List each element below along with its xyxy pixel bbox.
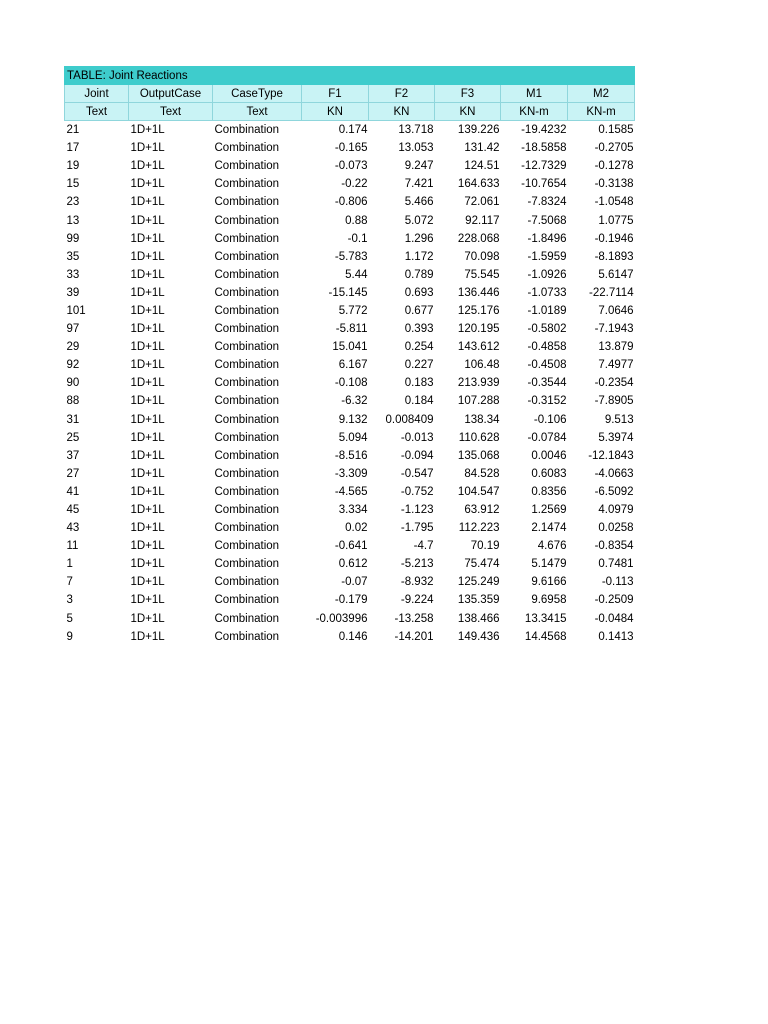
cell-m2[interactable]: 4.0979 — [598, 504, 634, 517]
table-row — [65, 356, 635, 374]
cell-f2[interactable]: -9.224 — [400, 594, 434, 607]
cell-m1[interactable]: -0.5802 — [527, 323, 567, 336]
table-title[interactable]: TABLE: Joint Reactions — [65, 67, 635, 85]
cell-m1[interactable]: -0.4508 — [527, 359, 567, 372]
cell-m1[interactable]: 2.1474 — [531, 522, 567, 535]
units-row — [65, 103, 635, 121]
table-row — [65, 447, 635, 465]
cell-f3[interactable]: 104.547 — [457, 485, 500, 498]
cell-m1[interactable]: -7.8324 — [527, 196, 567, 209]
cell-outputcase[interactable]: 1D+1L — [130, 377, 165, 390]
cell-f3[interactable]: 135.359 — [457, 594, 500, 607]
cell-joint[interactable]: 1 — [66, 558, 73, 571]
cell-casetype[interactable]: Combination — [214, 124, 280, 137]
cell-joint[interactable]: 90 — [66, 377, 80, 390]
cell-f2[interactable]: 0.677 — [404, 304, 434, 317]
cell-joint[interactable]: 31 — [66, 413, 80, 426]
cell-m2[interactable]: -8.1893 — [594, 250, 634, 263]
cell-f1[interactable]: -5.783 — [334, 250, 368, 263]
cell-casetype[interactable]: Combination — [214, 522, 280, 535]
cell-f3[interactable]: 70.098 — [464, 250, 500, 263]
cell-m2[interactable]: -0.0484 — [594, 612, 634, 625]
table-row — [65, 121, 635, 140]
cell-f3[interactable]: 143.612 — [457, 341, 500, 354]
cell-m2[interactable]: 5.3974 — [598, 431, 634, 444]
cell-f3[interactable]: 125.249 — [457, 576, 500, 589]
cell-f3[interactable]: 110.628 — [458, 431, 500, 444]
cell-m2[interactable]: -6.5092 — [594, 485, 634, 498]
cell-m1[interactable]: -10.7654 — [521, 178, 567, 191]
cell-outputcase[interactable]: 1D+1L — [130, 540, 165, 553]
cell-casetype[interactable]: Combination — [214, 286, 280, 299]
column-header-row — [65, 85, 635, 103]
cell-m1[interactable]: -7.5068 — [527, 214, 567, 227]
cell-m1[interactable]: -1.0926 — [527, 268, 567, 281]
cell-joint[interactable]: 19 — [66, 160, 80, 173]
cell-f2[interactable]: -1.795 — [400, 522, 434, 535]
cell-outputcase[interactable]: 1D+1L — [130, 449, 165, 462]
cell-casetype[interactable]: Combination — [214, 395, 280, 408]
table-row — [65, 320, 635, 338]
cell-outputcase[interactable]: 1D+1L — [130, 413, 165, 426]
cell-f3[interactable]: 136.446 — [457, 286, 500, 299]
cell-m2[interactable]: 9.513 — [604, 413, 634, 426]
cell-f3[interactable]: 120.195 — [457, 323, 500, 336]
cell-joint[interactable]: 37 — [66, 449, 80, 462]
cell-f2[interactable]: -5.213 — [400, 558, 434, 571]
table-row — [65, 610, 635, 628]
cell-casetype[interactable]: Combination — [214, 431, 280, 444]
cell-f2[interactable]: -0.547 — [400, 467, 434, 480]
header-f1[interactable]: F1 — [302, 85, 369, 103]
unit-m1[interactable]: KN-m — [501, 103, 568, 121]
cell-f1[interactable]: 3.334 — [338, 504, 368, 517]
unit-joint[interactable]: Text — [65, 103, 129, 121]
header-m1[interactable]: M1 — [501, 85, 568, 103]
cell-casetype[interactable]: Combination — [214, 196, 280, 209]
cell-m2[interactable]: -0.1278 — [594, 160, 634, 173]
header-f3[interactable]: F3 — [435, 85, 501, 103]
cell-casetype[interactable]: Combination — [214, 377, 280, 390]
cell-f1[interactable]: 5.44 — [345, 268, 368, 281]
cell-casetype[interactable]: Combination — [214, 612, 280, 625]
cell-f2[interactable]: 0.183 — [404, 377, 434, 390]
table-row — [65, 139, 635, 157]
cell-f1[interactable]: 5.094 — [338, 431, 368, 444]
cell-outputcase[interactable]: 1D+1L — [130, 630, 165, 643]
cell-f3[interactable]: 213.939 — [457, 377, 500, 390]
cell-joint[interactable]: 21 — [66, 124, 80, 137]
cell-joint[interactable]: 97 — [66, 323, 80, 336]
unit-f1[interactable]: KN — [302, 103, 369, 121]
cell-f2[interactable]: -8.932 — [400, 576, 434, 589]
cell-f1[interactable]: 0.612 — [338, 558, 368, 571]
cell-f2[interactable]: 9.247 — [404, 160, 434, 173]
cell-casetype[interactable]: Combination — [214, 558, 280, 571]
cell-joint[interactable]: 23 — [66, 196, 80, 209]
cell-joint[interactable]: 5 — [66, 612, 73, 625]
cell-outputcase[interactable]: 1D+1L — [130, 142, 165, 155]
cell-m2[interactable]: 7.0646 — [598, 304, 634, 317]
table-row — [65, 266, 635, 284]
cell-f1[interactable]: -4.565 — [334, 485, 368, 498]
cell-casetype[interactable]: Combination — [214, 323, 280, 336]
cell-f3[interactable]: 124.51 — [464, 160, 500, 173]
cell-outputcase[interactable]: 1D+1L — [130, 359, 165, 372]
cell-f3[interactable]: 135.068 — [457, 449, 500, 462]
cell-m2[interactable]: 0.1585 — [598, 124, 634, 137]
table-row — [65, 302, 635, 320]
cell-m2[interactable]: -12.1843 — [588, 449, 634, 462]
cell-m1[interactable]: 0.0046 — [531, 449, 567, 462]
unit-casetype[interactable]: Text — [213, 103, 302, 121]
cell-casetype[interactable]: Combination — [214, 540, 280, 553]
cell-m1[interactable]: 13.3415 — [524, 612, 567, 625]
cell-casetype[interactable]: Combination — [214, 413, 280, 426]
cell-outputcase[interactable]: 1D+1L — [130, 178, 165, 191]
cell-f1[interactable]: -0.806 — [334, 196, 368, 209]
cell-m1[interactable]: -1.8496 — [527, 232, 567, 245]
cell-joint[interactable]: 17 — [66, 142, 80, 155]
table-row — [65, 284, 635, 302]
cell-f2[interactable]: 1.172 — [404, 250, 434, 263]
cell-joint[interactable]: 101 — [66, 304, 86, 317]
cell-f3[interactable]: 125.176 — [457, 304, 500, 317]
cell-m2[interactable]: 1.0775 — [598, 214, 634, 227]
cell-m2[interactable]: -0.8354 — [594, 540, 634, 553]
unit-f2[interactable]: KN — [369, 103, 435, 121]
cell-f1[interactable]: -0.179 — [334, 594, 368, 607]
table-row — [65, 429, 635, 447]
cell-f1[interactable]: -0.073 — [334, 160, 368, 173]
cell-m1[interactable]: 0.8356 — [531, 485, 567, 498]
cell-outputcase[interactable]: 1D+1L — [130, 268, 165, 281]
header-outputcase[interactable]: OutputCase — [129, 85, 213, 103]
cell-outputcase[interactable]: 1D+1L — [130, 395, 165, 408]
cell-f1[interactable]: -15.145 — [328, 286, 368, 299]
cell-m1[interactable]: -1.0733 — [527, 286, 567, 299]
cell-f3[interactable]: 139.226 — [457, 124, 500, 137]
cell-f1[interactable]: 15.041 — [332, 341, 368, 354]
cell-f2[interactable]: -14.201 — [394, 630, 434, 643]
cell-casetype[interactable]: Combination — [214, 467, 280, 480]
cell-casetype[interactable]: Combination — [214, 359, 280, 372]
cell-casetype[interactable]: Combination — [214, 232, 280, 245]
cell-f3[interactable]: 107.288 — [457, 395, 500, 408]
cell-m2[interactable]: -0.2705 — [594, 142, 634, 155]
cell-f2[interactable]: 13.053 — [398, 142, 434, 155]
table-row — [65, 193, 635, 211]
spreadsheet-area — [64, 66, 634, 646]
cell-f1[interactable]: 0.02 — [345, 522, 368, 535]
cell-casetype[interactable]: Combination — [214, 214, 280, 227]
cell-m2[interactable]: 13.879 — [598, 341, 634, 354]
cell-joint[interactable]: 3 — [66, 594, 73, 607]
cell-f2[interactable]: 13.718 — [398, 124, 434, 137]
cell-f1[interactable]: -0.1 — [347, 232, 368, 245]
cell-m2[interactable]: -0.2354 — [594, 377, 634, 390]
cell-f1[interactable]: -8.516 — [334, 449, 368, 462]
cell-outputcase[interactable]: 1D+1L — [130, 467, 165, 480]
cell-m1[interactable]: -0.0784 — [527, 431, 567, 444]
table-row — [65, 157, 635, 175]
cell-m1[interactable]: -12.7329 — [521, 160, 567, 173]
cell-m1[interactable]: -0.3152 — [527, 395, 567, 408]
cell-casetype[interactable]: Combination — [214, 178, 280, 191]
cell-f2[interactable]: -1.123 — [400, 504, 434, 517]
cell-m1[interactable]: 5.1479 — [531, 558, 567, 571]
cell-f2[interactable]: -0.752 — [400, 485, 434, 498]
cell-casetype[interactable]: Combination — [214, 449, 280, 462]
cell-m1[interactable]: 9.6958 — [531, 594, 567, 607]
cell-f1[interactable]: 5.772 — [338, 304, 368, 317]
unit-f3[interactable]: KN — [435, 103, 501, 121]
cell-f3[interactable]: 112.223 — [458, 522, 500, 535]
cell-m1[interactable]: -0.3544 — [527, 377, 567, 390]
cell-m1[interactable]: -1.5959 — [527, 250, 567, 263]
cell-joint[interactable]: 9 — [66, 630, 73, 643]
cell-joint[interactable]: 13 — [66, 214, 80, 227]
cell-f1[interactable]: 9.132 — [338, 413, 368, 426]
cell-f3[interactable]: 92.117 — [465, 214, 500, 227]
cell-casetype[interactable]: Combination — [214, 142, 280, 155]
cell-casetype[interactable]: Combination — [214, 304, 280, 317]
cell-f3[interactable]: 63.912 — [464, 504, 500, 517]
cell-f1[interactable]: -0.07 — [341, 576, 368, 589]
cell-m2[interactable]: 0.7481 — [598, 558, 634, 571]
table-row — [65, 573, 635, 591]
cell-f2[interactable]: -4.7 — [413, 540, 434, 553]
cell-f2[interactable]: -0.013 — [400, 431, 434, 444]
table-row — [65, 411, 635, 429]
cell-joint[interactable]: 45 — [66, 504, 80, 517]
cell-f2[interactable]: 5.072 — [404, 214, 434, 227]
cell-f2[interactable]: -0.094 — [400, 449, 434, 462]
cell-outputcase[interactable]: 1D+1L — [130, 196, 165, 209]
cell-m1[interactable]: -0.4858 — [527, 341, 567, 354]
table-row — [65, 519, 635, 537]
cell-f3[interactable]: 72.061 — [464, 196, 500, 209]
cell-m1[interactable]: -18.5858 — [521, 142, 567, 155]
cell-f1[interactable]: 0.88 — [345, 214, 368, 227]
cell-m2[interactable]: -7.1943 — [594, 323, 634, 336]
cell-m2[interactable]: -0.2509 — [594, 594, 634, 607]
cell-f1[interactable]: 6.167 — [338, 359, 368, 372]
cell-joint[interactable]: 11 — [66, 540, 79, 553]
cell-joint[interactable]: 43 — [66, 522, 80, 535]
table-row — [65, 175, 635, 193]
cell-m2[interactable]: 5.6147 — [598, 268, 634, 281]
cell-m2[interactable]: 0.1413 — [598, 630, 634, 643]
table-row — [65, 248, 635, 266]
table-row — [65, 392, 635, 410]
cell-f3[interactable]: 228.068 — [457, 232, 500, 245]
cell-m2[interactable]: -1.0548 — [594, 196, 634, 209]
cell-m1[interactable]: 9.6166 — [531, 576, 567, 589]
cell-f2[interactable]: 0.393 — [404, 323, 434, 336]
cell-f3[interactable]: 131.42 — [464, 142, 500, 155]
table-row — [65, 465, 635, 483]
cell-f2[interactable]: 0.254 — [404, 341, 434, 354]
cell-casetype[interactable]: Combination — [214, 250, 280, 263]
cell-outputcase[interactable]: 1D+1L — [130, 250, 165, 263]
cell-outputcase[interactable]: 1D+1L — [130, 576, 165, 589]
cell-f1[interactable]: -0.003996 — [315, 612, 368, 625]
cell-f3[interactable]: 106.48 — [464, 359, 500, 372]
cell-outputcase[interactable]: 1D+1L — [130, 160, 165, 173]
cell-joint[interactable]: 27 — [66, 467, 80, 480]
table-row — [65, 230, 635, 248]
cell-f3[interactable]: 70.19 — [470, 540, 500, 553]
cell-casetype[interactable]: Combination — [214, 576, 280, 589]
cell-f3[interactable]: 138.34 — [464, 413, 500, 426]
cell-joint[interactable]: 7 — [66, 576, 73, 589]
cell-f2[interactable]: 0.789 — [404, 268, 434, 281]
cell-outputcase[interactable]: 1D+1L — [130, 286, 165, 299]
cell-outputcase[interactable]: 1D+1L — [130, 323, 165, 336]
cell-joint[interactable]: 99 — [66, 232, 80, 245]
cell-joint[interactable]: 29 — [66, 341, 80, 354]
cell-m1[interactable]: 1.2569 — [531, 504, 567, 517]
cell-joint[interactable]: 39 — [66, 286, 80, 299]
cell-joint[interactable]: 33 — [66, 268, 80, 281]
cell-joint[interactable]: 15 — [66, 178, 80, 191]
cell-m2[interactable]: 7.4977 — [598, 359, 634, 372]
cell-casetype[interactable]: Combination — [214, 160, 280, 173]
cell-f1[interactable]: -5.811 — [335, 323, 368, 336]
table-row — [65, 374, 635, 392]
unit-m2[interactable]: KN-m — [568, 103, 635, 121]
cell-f1[interactable]: -0.165 — [334, 142, 368, 155]
table-title-row — [65, 67, 635, 85]
cell-f2[interactable]: 0.008409 — [385, 413, 434, 426]
joint-reactions-table — [64, 66, 635, 646]
table-row — [65, 537, 635, 555]
cell-f1[interactable]: -3.309 — [334, 467, 368, 480]
cell-f1[interactable]: -0.641 — [334, 540, 368, 553]
cell-outputcase[interactable]: 1D+1L — [130, 485, 165, 498]
header-f2[interactable]: F2 — [369, 85, 435, 103]
cell-joint[interactable]: 92 — [66, 359, 80, 372]
cell-m1[interactable]: -0.106 — [533, 413, 567, 426]
cell-f2[interactable]: 0.227 — [404, 359, 434, 372]
cell-f1[interactable]: -0.108 — [334, 377, 368, 390]
cell-f1[interactable]: -6.32 — [341, 395, 368, 408]
cell-outputcase[interactable]: 1D+1L — [130, 214, 165, 227]
cell-outputcase[interactable]: 1D+1L — [130, 304, 165, 317]
cell-joint[interactable]: 25 — [66, 431, 80, 444]
cell-m1[interactable]: 4.676 — [537, 540, 567, 553]
cell-f2[interactable]: 1.296 — [404, 232, 434, 245]
cell-f2[interactable]: -13.258 — [394, 612, 434, 625]
cell-f3[interactable]: 164.633 — [457, 178, 500, 191]
cell-f2[interactable]: 0.184 — [404, 395, 434, 408]
cell-m2[interactable]: -0.3138 — [594, 178, 634, 191]
cell-joint[interactable]: 35 — [66, 250, 80, 263]
cell-outputcase[interactable]: 1D+1L — [130, 522, 165, 535]
cell-m2[interactable]: 0.0258 — [598, 522, 634, 535]
table-row — [65, 591, 635, 609]
cell-m2[interactable]: -0.113 — [601, 576, 634, 589]
cell-joint[interactable]: 41 — [66, 485, 80, 498]
cell-f3[interactable]: 138.466 — [457, 612, 500, 625]
cell-m2[interactable]: -0.1946 — [594, 232, 634, 245]
cell-casetype[interactable]: Combination — [214, 630, 280, 643]
cell-f3[interactable]: 75.474 — [464, 558, 500, 571]
cell-outputcase[interactable]: 1D+1L — [130, 594, 165, 607]
cell-m2[interactable]: -7.8905 — [594, 395, 634, 408]
unit-outputcase[interactable]: Text — [129, 103, 213, 121]
cell-f2[interactable]: 5.466 — [404, 196, 434, 209]
cell-f1[interactable]: 0.174 — [338, 124, 368, 137]
cell-outputcase[interactable]: 1D+1L — [130, 124, 165, 137]
cell-f1[interactable]: 0.146 — [338, 630, 368, 643]
cell-joint[interactable]: 88 — [66, 395, 80, 408]
table-row — [65, 501, 635, 519]
cell-casetype[interactable]: Combination — [214, 485, 280, 498]
cell-m1[interactable]: 14.4568 — [524, 630, 567, 643]
table-row — [65, 483, 635, 501]
header-casetype[interactable]: CaseType — [213, 85, 302, 103]
cell-outputcase[interactable]: 1D+1L — [130, 341, 165, 354]
cell-m2[interactable]: -22.7114 — [589, 286, 634, 299]
cell-casetype[interactable]: Combination — [214, 594, 280, 607]
cell-casetype[interactable]: Combination — [214, 341, 280, 354]
table-row — [65, 211, 635, 229]
cell-outputcase[interactable]: 1D+1L — [130, 232, 165, 245]
table-row — [65, 338, 635, 356]
cell-f3[interactable]: 149.436 — [457, 630, 500, 643]
cell-f2[interactable]: 7.421 — [404, 178, 434, 191]
cell-f2[interactable]: 0.693 — [404, 286, 434, 299]
cell-m2[interactable]: -4.0663 — [594, 467, 634, 480]
table-row — [65, 555, 635, 573]
cell-f3[interactable]: 84.528 — [464, 467, 500, 480]
cell-m1[interactable]: -19.4232 — [521, 124, 567, 137]
cell-casetype[interactable]: Combination — [214, 504, 280, 517]
cell-outputcase[interactable]: 1D+1L — [130, 431, 165, 444]
cell-outputcase[interactable]: 1D+1L — [130, 504, 165, 517]
cell-outputcase[interactable]: 1D+1L — [130, 558, 165, 571]
cell-outputcase[interactable]: 1D+1L — [130, 612, 165, 625]
cell-m1[interactable]: -1.0189 — [527, 304, 567, 317]
table-row — [65, 628, 635, 646]
cell-f1[interactable]: -0.22 — [341, 178, 368, 191]
cell-casetype[interactable]: Combination — [214, 268, 280, 281]
header-joint[interactable]: Joint — [65, 85, 129, 103]
cell-m1[interactable]: 0.6083 — [531, 467, 567, 480]
cell-f3[interactable]: 75.545 — [464, 268, 500, 281]
header-m2[interactable]: M2 — [568, 85, 635, 103]
